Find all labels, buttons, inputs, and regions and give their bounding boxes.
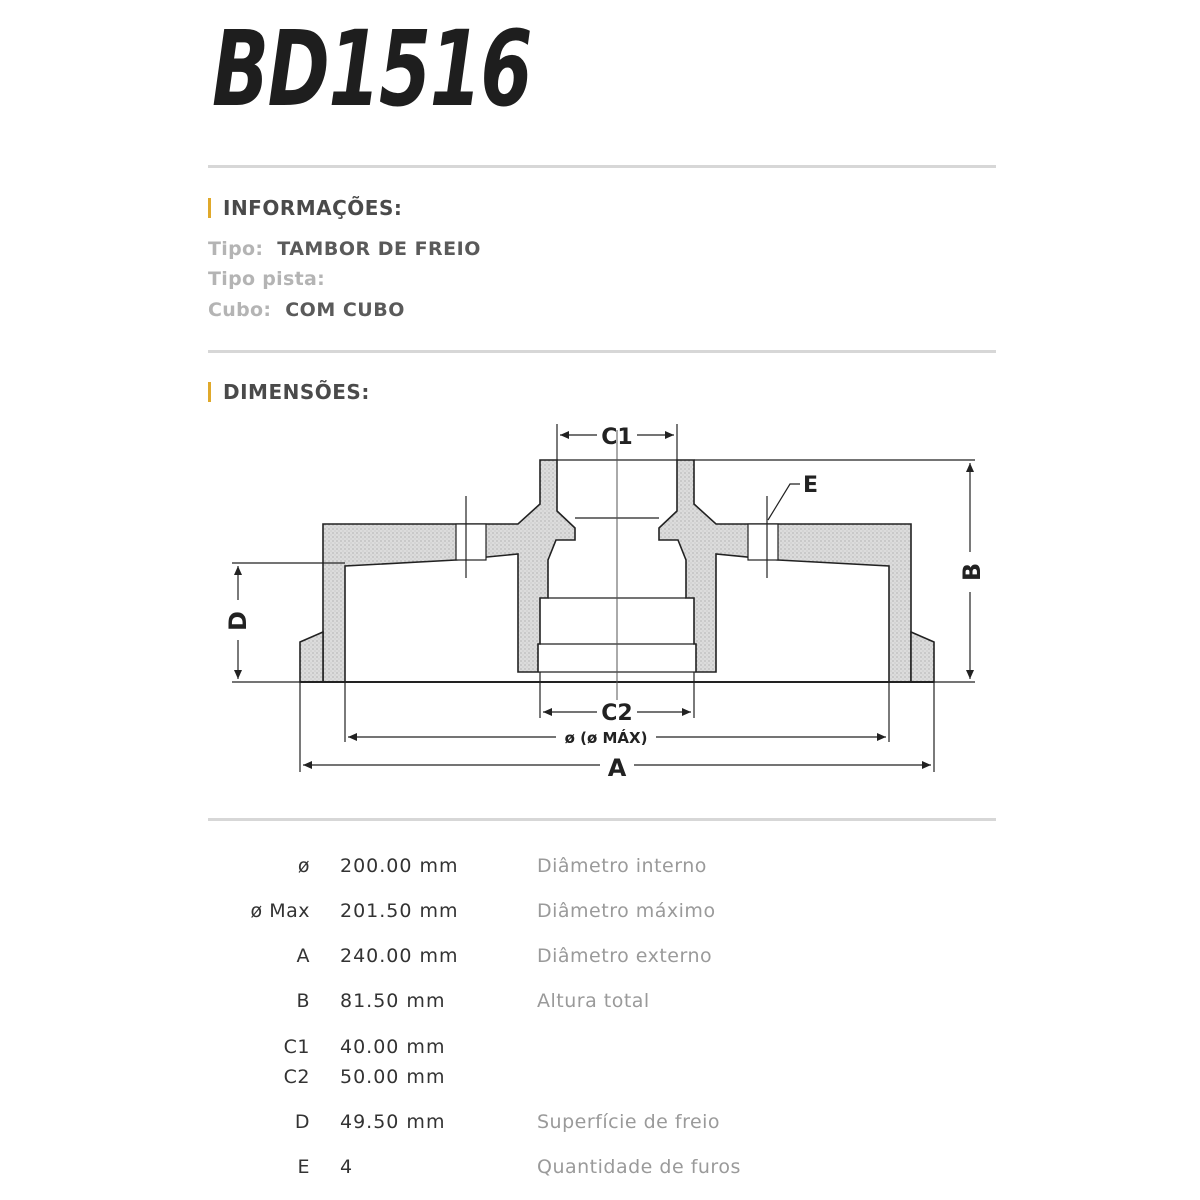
dimension-row [0,1111,1200,1137]
dimension-symbol: A [296,945,310,967]
divider [208,818,996,821]
dimension-row [0,1036,1200,1062]
pista-label: Tipo pista: [208,268,325,290]
dimension-description: Superfície de freio [537,1111,721,1133]
dimension-value: 49.50 mm [340,1111,446,1133]
label-c1: C1 [601,425,633,450]
dimension-row [0,990,1200,1016]
dimension-value: 40.00 mm [340,1036,446,1058]
dimension-symbol: E [297,1156,310,1178]
dimension-value: 201.50 mm [340,900,459,922]
tipo-value: TAMBOR DE FREIO [277,238,481,260]
cubo-value: COM CUBO [285,299,405,321]
dimension-symbol: C2 [283,1066,310,1088]
dimension-description: Diâmetro máximo [537,900,716,922]
label-a: A [607,754,627,782]
label-c2: C2 [601,701,633,726]
dimension-symbol: ø Max [250,900,310,922]
dimension-value: 81.50 mm [340,990,446,1012]
tipo-label: Tipo: [208,238,264,260]
info-heading-text: INFORMAÇÕES: [223,196,403,220]
dimension-symbol: C1 [283,1036,310,1058]
dimension-value: 200.00 mm [340,855,459,877]
product-code-title: BD1516 [212,8,532,130]
dimension-description: Diâmetro externo [537,945,713,967]
dimension-row [0,855,1200,881]
dimension-symbol: D [294,1111,310,1133]
dimension-description: Diâmetro interno [537,855,707,877]
dimension-value: 240.00 mm [340,945,459,967]
label-phi: ø (ø MÁX) [564,729,648,747]
dimension-row [0,1156,1200,1182]
label-e: E [803,473,819,498]
cubo-label: Cubo: [208,299,272,321]
dimension-symbol: ø [297,855,310,877]
label-d: D [224,611,252,631]
dimension-description: Quantidade de furos [537,1156,741,1178]
dimension-description: Altura total [537,990,650,1012]
dimension-row [0,945,1200,971]
dimension-symbol: B [296,990,310,1012]
label-b: B [958,562,986,582]
dimension-row [0,900,1200,926]
dimensions-heading-text: DIMENSÕES: [223,380,370,404]
dimension-row [0,1066,1200,1092]
dimension-value: 50.00 mm [340,1066,446,1088]
dimension-value: 4 [340,1156,354,1178]
